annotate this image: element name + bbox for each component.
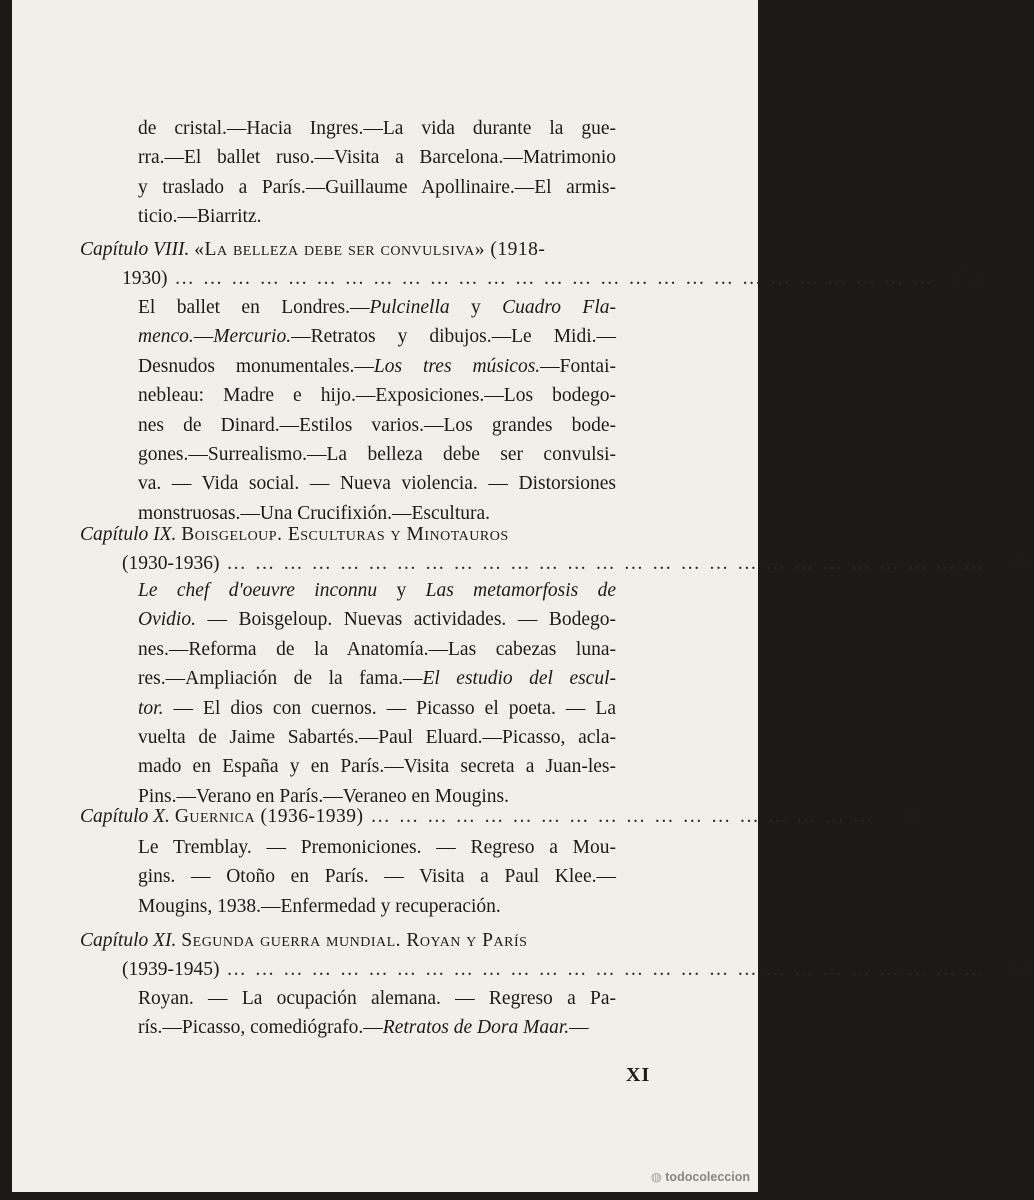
page-number: 272 [952, 268, 982, 290]
chapter-title: «La belleza debe ser convulsiva» (1918- [194, 239, 546, 260]
summary-line: Le Tremblay. — Premoniciones. — Regreso a Mou- [138, 837, 616, 858]
chapter-title: Boisgeloup. Esculturas y Minotauros [181, 524, 509, 545]
chapter-title-cont: (1939-1945) [122, 959, 220, 981]
chapter-title-cont: (1930-1936) [122, 553, 220, 575]
summary-line: de cristal.—Hacia Ingres.—La vida durante la gue- [138, 118, 616, 139]
chapter-number: XI. [153, 930, 177, 951]
chapter-number: IX. [153, 524, 177, 545]
page-number: 344 [892, 806, 923, 827]
summary-line: gins. — Otoño en París. — Visita a Paul Klee.— [138, 866, 616, 888]
summary-line: nes.—Reforma de la Anatomía.—Las cabezas luna- [138, 638, 616, 660]
chapter-number: VIII. [153, 239, 190, 260]
dot-leader: … … … … … … … … … … … … … … … … … … … … … … … … … … … [219, 959, 986, 981]
chapter-title: Guernica (1936-1939) [174, 806, 364, 827]
dot-leader: … … … … … … … … … … … … … … … … … … … … … … … … … … … [219, 553, 986, 575]
chapter-title: Segunda guerra mundial. Royan y París [181, 930, 528, 951]
summary-line: Pins.—Verano en París.—Veraneo en Mougins. [138, 785, 509, 807]
chapter-heading [80, 520, 1034, 579]
chapter-label: Capítulo [80, 806, 149, 827]
continuation-summary [138, 114, 616, 232]
chapter-summary [138, 293, 616, 528]
page-number: 362 [1004, 959, 1034, 981]
summary-line: Desnudos monumentales.—Los tres músicos.—Fontai- [138, 355, 616, 377]
summary-line: monstruosas.—Una Crucifixión.—Escultura. [138, 502, 491, 524]
page-folio: XI [626, 1064, 651, 1086]
summary-line: Le chef d'oeuvre inconnu y Las metamorfosis de [138, 580, 616, 601]
summary-line: rra.—El ballet ruso.—Visita a Barcelona.—Matrimonio [138, 147, 616, 169]
summary-line: Ovidio. — Boisgeloup. Nuevas actividades. — Bodego- [138, 609, 616, 631]
summary-line: El ballet en Londres.—Pulcinella y Cuadro Fla- [138, 297, 617, 318]
chapter-title-cont: 1930) [122, 268, 168, 290]
chapter-summary [138, 576, 616, 811]
summary-line: vuelta de Jaime Sabartés.—Paul Eluard.—Picasso, acla- [138, 726, 616, 748]
chapter-number: X. [153, 806, 170, 827]
watermark [651, 1169, 750, 1184]
summary-line: gones.—Surrealismo.—La belleza debe ser convulsi- [138, 443, 616, 465]
page-number: 310 [1004, 553, 1034, 575]
summary-line: ticio.—Biarritz. [138, 206, 262, 228]
summary-line: rís.—Picasso, comediógrafo.—Retratos de Dora Maar.— [138, 1017, 589, 1039]
chapter-label: Capítulo [80, 930, 149, 951]
summary-line: mado en España y en París.—Visita secreta a Juan-les- [138, 756, 616, 778]
summary-line: y traslado a París.—Guillaume Apollinaire.—El armis- [138, 176, 616, 198]
dot-leader: … … … … … … … … … … … … … … … … … … [363, 806, 875, 827]
summary-line: nebleau: Madre e hijo.—Exposiciones.—Los bodego- [138, 385, 616, 407]
summary-line: va. — Vida social. — Nueva violencia. — Distorsiones [138, 473, 616, 495]
chapter-heading [80, 926, 1034, 985]
summary-line: menco.—Mercurio.—Retratos y dibujos.—Le Midi.— [138, 326, 616, 348]
summary-line: nes de Dinard.—Estilos varios.—Los grandes bode- [138, 414, 616, 436]
chapter-summary [138, 833, 616, 921]
chapter-label: Capítulo [80, 239, 149, 260]
summary-line: tor. — El dios con cuernos. — Picasso el poeta. — La [138, 697, 616, 719]
summary-line: res.—Ampliación de la fama.—El estudio del escul- [138, 668, 617, 690]
chapter-label: Capítulo [80, 524, 149, 545]
chapter-heading [80, 235, 982, 294]
summary-line: Royan. — La ocupación alemana. — Regreso a Pa- [138, 988, 616, 1009]
chapter-heading [80, 802, 923, 831]
dot-leader: … … … … … … … … … … … … … … … … … … … … … … … … … … … [167, 268, 934, 290]
chapter-summary [138, 984, 616, 1043]
watermark-text: todocoleccion [665, 1170, 750, 1184]
summary-line: Mougins, 1938.—Enfermedad y recuperación. [138, 895, 501, 917]
watermark-icon: ◍ [650, 1170, 662, 1184]
book-page [12, 0, 1034, 1192]
